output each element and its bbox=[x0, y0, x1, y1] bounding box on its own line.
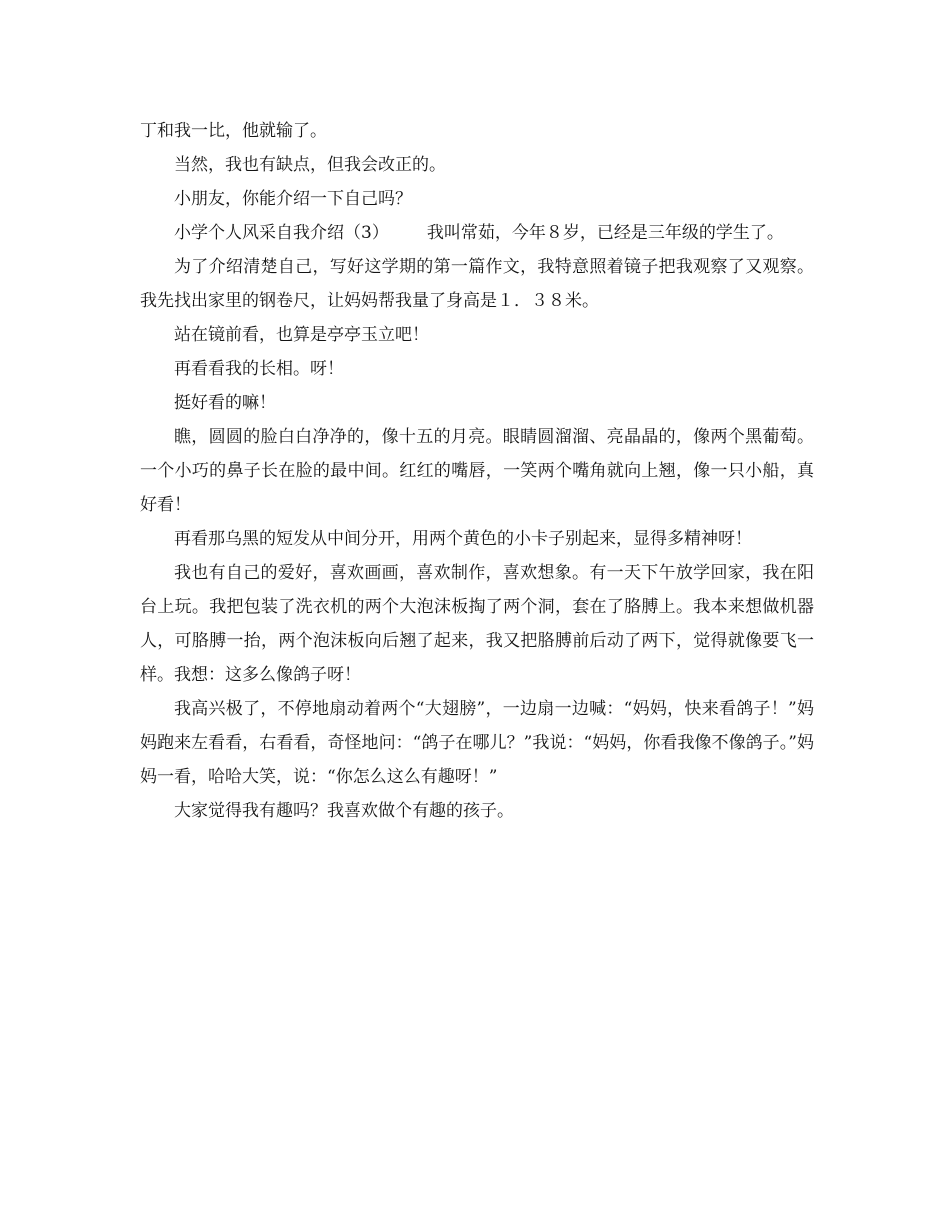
document-body bbox=[140, 114, 814, 828]
paragraph: 为了介绍清楚自己，写好这学期的第一篇作文，我特意照着镜子把我观察了又观察。我先找出家里的钢卷尺，让妈妈帮我量了身高是１．３８米。 bbox=[140, 257, 814, 311]
paragraph: 小朋友，你能介绍一下自己吗？ bbox=[174, 189, 412, 209]
paragraph: 丁和我一比，他就输了。 bbox=[140, 121, 327, 141]
paragraph: 挺好看的嘛！ bbox=[174, 393, 276, 413]
paragraph: 再看那乌黑的短发从中间分开，用两个黄色的小卡子别起来，显得多精神呀！ bbox=[174, 529, 752, 549]
paragraph: 站在镜前看，也算是亭亭玉立吧！ bbox=[174, 325, 429, 345]
section-heading: 小学个人风采自我介绍（3） bbox=[174, 223, 389, 243]
paragraph: 我也有自己的爱好，喜欢画画，喜欢制作，喜欢想象。有一天下午放学回家，我在阳台上玩。我把包装了洗衣机的两个大泡沫板掏了两个洞，套在了胳膊上。我本来想做机器人，可胳膊一抬，两个泡沫板向后翘了起来，我又把胳膊前后动了两下，觉得就像要飞一样。我想：这多么像鸽子呀！ bbox=[140, 563, 814, 685]
paragraph: 当然，我也有缺点，但我会改正的。 bbox=[174, 155, 446, 175]
paragraph: 再看看我的长相。呀！ bbox=[174, 359, 344, 379]
paragraph: 瞧，圆圆的脸白白净净的，像十五的月亮。眼睛圆溜溜、亮晶晶的，像两个黑葡萄。一个小巧的鼻子长在脸的最中间。红红的嘴唇，一笑两个嘴角就向上翘，像一只小船，真好看！ bbox=[140, 427, 814, 515]
paragraph: 大家觉得我有趣吗？我喜欢做个有趣的孩子。 bbox=[174, 801, 514, 821]
paragraph: 我高兴极了，不停地扇动着两个“大翅膀”，一边扇一边喊：“妈妈，快来看鸽子！”妈妈跑来左看看，右看看，奇怪地问：“鸽子在哪儿？”我说：“妈妈，你看我像不像鸽子。”妈妈一看，哈哈大笑，说：“你怎么这么有趣呀！” bbox=[140, 699, 814, 787]
section-first-line: 我叫常茹，今年８岁，已经是三年级的学生了。 bbox=[426, 223, 784, 243]
section-paragraph bbox=[140, 216, 814, 250]
